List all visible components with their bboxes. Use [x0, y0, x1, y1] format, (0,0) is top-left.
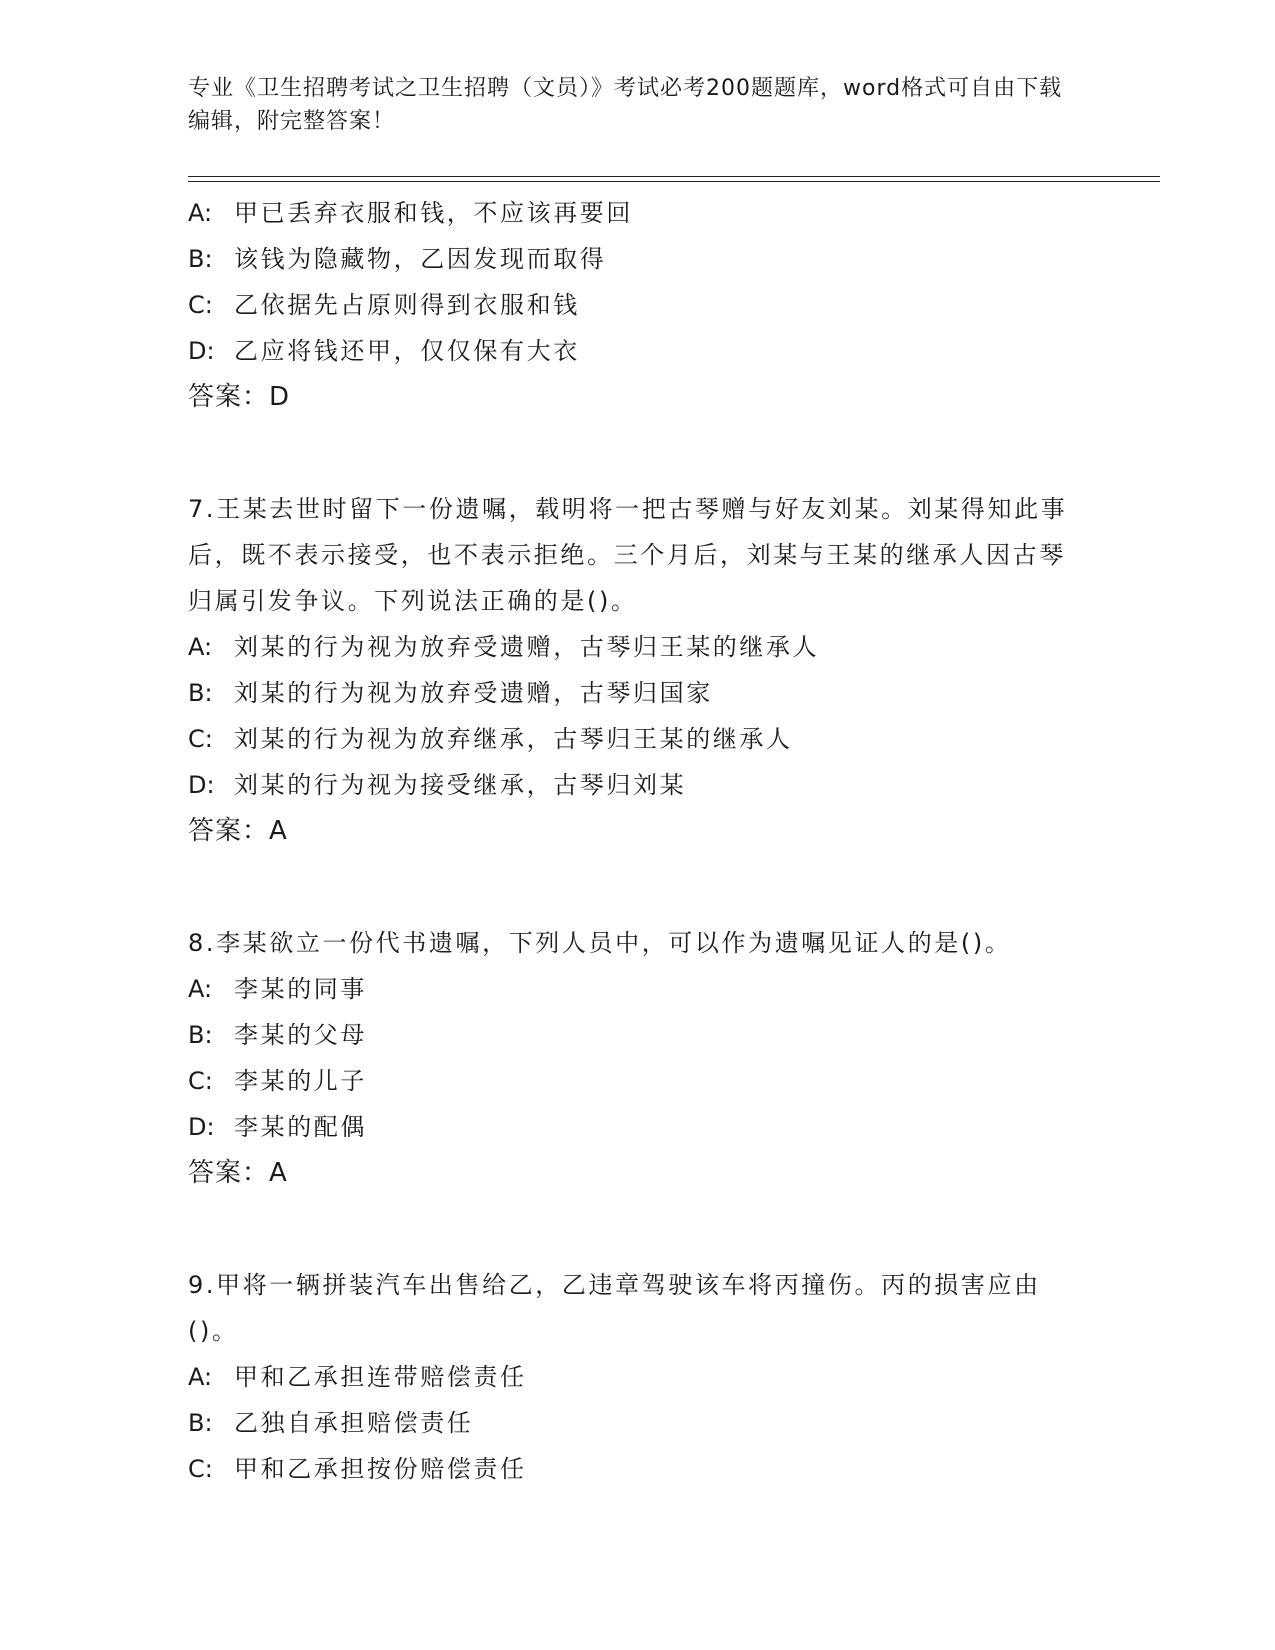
option-letter: B: [188, 245, 213, 273]
option-b [188, 1012, 1068, 1058]
option-b [188, 1400, 1068, 1446]
option-c [188, 282, 1068, 328]
answer-line: 答案：A [188, 1158, 288, 1188]
question-block [188, 190, 1068, 420]
option-text: 李某的配偶 [234, 1113, 367, 1141]
question-block [188, 1262, 1068, 1492]
block-spacer [188, 1196, 1068, 1262]
question-block [188, 486, 1068, 854]
option-letter: D: [188, 771, 215, 799]
option-text: 乙独自承担赔偿责任 [234, 1409, 474, 1437]
option-a [188, 624, 1068, 670]
question-stem: 9.甲将一辆拼装汽车出售给乙，乙违章驾驶该车将丙撞伤。丙的损害应由()。 [188, 1271, 1041, 1345]
option-letter: B: [188, 1409, 213, 1437]
page-header: 专业《卫生招聘考试之卫生招聘（文员）》考试必考200题题库，word格式可自由下载编辑，附完整答案！ [188, 76, 1063, 134]
option-text: 乙依据先占原则得到衣服和钱 [234, 291, 580, 319]
block-spacer [188, 420, 1068, 486]
block-spacer [188, 854, 1068, 920]
option-d [188, 328, 1068, 374]
option-text: 该钱为隐藏物，乙因发现而取得 [234, 245, 607, 273]
option-a [188, 966, 1068, 1012]
option-text: 乙应将钱还甲，仅仅保有大衣 [234, 337, 580, 365]
option-text: 甲和乙承担连带赔偿责任 [234, 1363, 527, 1391]
option-letter: C: [188, 291, 213, 319]
option-letter: C: [188, 725, 213, 753]
option-a [188, 1354, 1068, 1400]
option-b [188, 670, 1068, 716]
option-letter: A: [188, 1363, 213, 1391]
header-rule-top [188, 176, 1160, 177]
option-b [188, 236, 1068, 282]
option-text: 甲已丢弃衣服和钱，不应该再要回 [234, 199, 633, 227]
option-letter: C: [188, 1455, 213, 1483]
option-text: 李某的父母 [234, 1021, 367, 1049]
option-letter: C: [188, 1067, 213, 1095]
question-block [188, 920, 1068, 1196]
option-letter: A: [188, 199, 213, 227]
option-text: 甲和乙承担按份赔偿责任 [234, 1455, 527, 1483]
option-letter: D: [188, 1113, 215, 1141]
option-c [188, 716, 1068, 762]
header-rule-bottom [188, 181, 1160, 182]
answer-line: 答案：A [188, 816, 288, 846]
option-text: 刘某的行为视为放弃受遗赠，古琴归王某的继承人 [234, 633, 820, 661]
option-text: 刘某的行为视为接受继承，古琴归刘某 [234, 771, 687, 799]
option-letter: D: [188, 337, 215, 365]
option-d [188, 1104, 1068, 1150]
option-letter: B: [188, 679, 213, 707]
option-c [188, 1446, 1068, 1492]
question-stem: 8.李某欲立一份代书遗嘱，下列人员中，可以作为遗嘱见证人的是()。 [188, 929, 1012, 957]
option-text: 李某的同事 [234, 975, 367, 1003]
option-text: 李某的儿子 [234, 1067, 367, 1095]
option-c [188, 1058, 1068, 1104]
option-text: 刘某的行为视为放弃继承，古琴归王某的继承人 [234, 725, 793, 753]
question-stem: 7.王某去世时留下一份遗嘱，载明将一把古琴赠与好友刘某。刘某得知此事后，既不表示接受，也不表示拒绝。三个月后，刘某与王某的继承人因古琴归属引发争议。下列说法正确的是()。 [188, 495, 1068, 615]
question-list [188, 190, 1068, 1492]
option-a [188, 190, 1068, 236]
option-d [188, 762, 1068, 808]
answer-line: 答案：D [188, 382, 291, 412]
option-letter: B: [188, 1021, 213, 1049]
option-letter: A: [188, 975, 213, 1003]
option-letter: A: [188, 633, 213, 661]
option-text: 刘某的行为视为放弃受遗赠，古琴归国家 [234, 679, 713, 707]
